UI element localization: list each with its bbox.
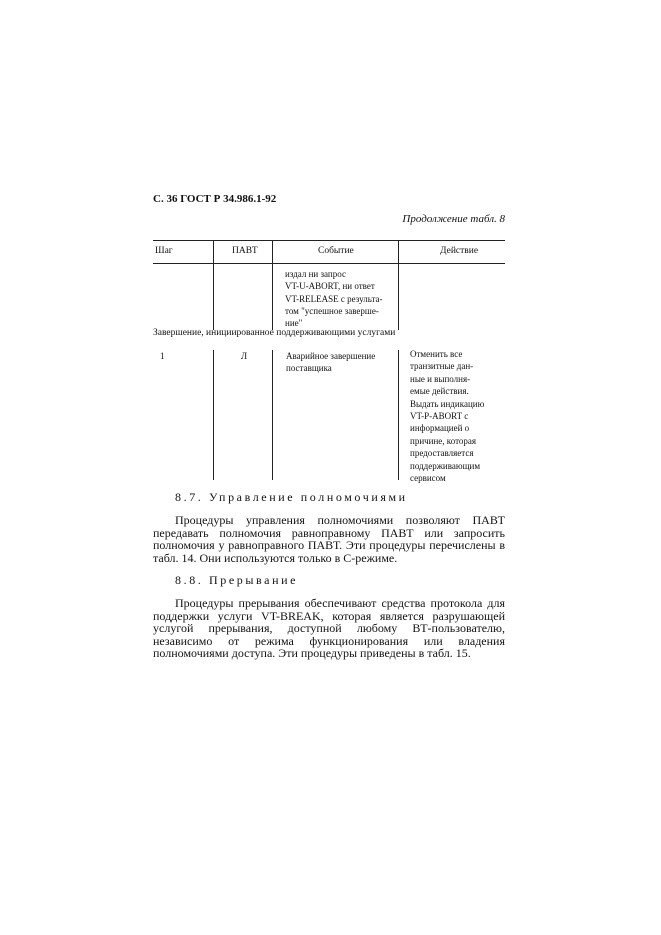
row-step: 1 — [160, 351, 165, 361]
row-pavt: Л — [241, 351, 248, 361]
table-top-rule — [153, 240, 505, 241]
section-heading: 8.8. Прерывание — [175, 573, 299, 587]
column-divider — [213, 240, 214, 330]
table-group-title: Завершение, инициированное поддерживающими услугами — [153, 328, 396, 338]
column-header-event: Событие — [318, 246, 354, 256]
column-header-step: Шаг — [155, 246, 173, 256]
continued-event-text: издал ни запрос VT-U-ABORT, ни ответ VT-RELEASE с результа- том "успешное заверше- ние" — [285, 269, 383, 329]
section-paragraph: Процедуры управления полномочиями позволяют ПАВТ передавать полномочия равноправному ПАВТ или запросить полномочия у равноправного ПАВТ. Эти процедуры перечислены в табл. 14. Они используются только в С-режиме. — [153, 513, 505, 565]
page-header: С. 36 ГОСТ Р 34.986.1-92 — [153, 193, 277, 205]
column-divider — [398, 240, 399, 330]
column-header-action: Действие — [440, 246, 479, 256]
row-action: Отменить все транзитные дан- ные и выполня- емые действия. Выдать индикацию VT-P-ABORT с информацией о причине, которая предоставляется поддерживающим сервисом — [410, 349, 485, 484]
section-heading: 8.7. Управление полномочиями — [175, 490, 408, 504]
column-divider — [398, 350, 399, 480]
table-continuation-label: Продолжение табл. 8 — [402, 213, 505, 225]
column-divider — [213, 350, 214, 480]
column-divider — [272, 240, 273, 330]
table-header-rule — [153, 263, 505, 264]
section-paragraph: Процедуры прерывания обеспечивают средства протокола для поддержки услуги VT-BREAK, которая является разрушающей услугой прерывания, доступной любому ВТ-пользователю, независимо от режима функционирования или владения полномочиями доступа. Эти процедуры приведены в табл. 15. — [153, 596, 505, 660]
column-divider — [272, 350, 273, 480]
row-event: Аварийное завершение поставщика — [286, 351, 376, 374]
column-header-pavt: ПАВТ — [232, 246, 258, 256]
